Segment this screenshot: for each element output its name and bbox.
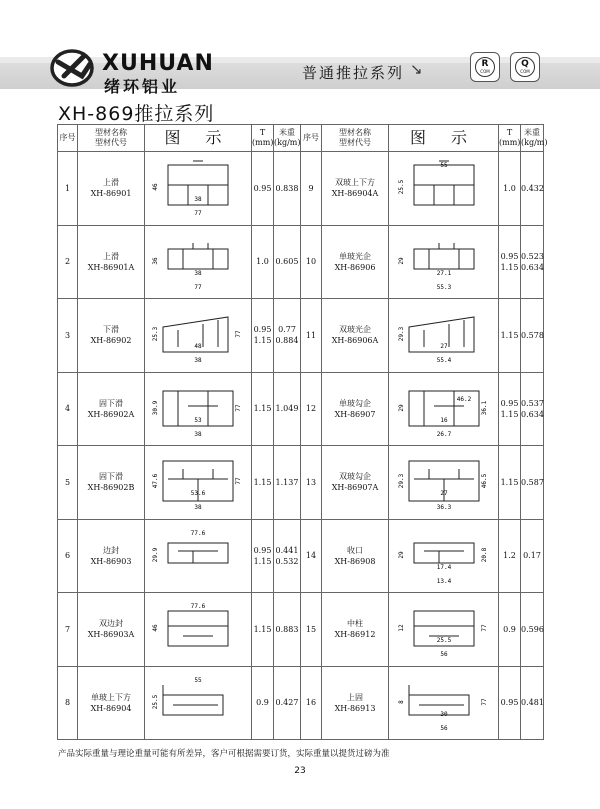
weight-value: 0.537 <box>521 398 544 408</box>
weight-cell <box>274 666 301 740</box>
weight-cell <box>274 299 301 373</box>
thickness-cell <box>499 225 521 299</box>
brand-name-en: XUHUAN <box>102 51 214 76</box>
footer-note: 产品实际重量与理论重量可能有所差异，客户可根据需要订货，实际重量以提货过磅为准 <box>58 749 390 759</box>
header-thickness: T (mm) <box>499 125 521 152</box>
dimension-label: 77.6 <box>190 603 206 611</box>
thickness-value: 0.95 <box>253 183 272 193</box>
weight-cell <box>521 225 544 299</box>
profile-path <box>414 243 474 269</box>
dimension-label: 46.5 <box>480 474 488 489</box>
profile-path <box>409 685 469 715</box>
profile-figure-cell <box>389 152 499 226</box>
thickness-cell <box>252 446 274 520</box>
brand-name-cn: 绪环铝业 <box>104 77 181 96</box>
profile-name-cell <box>322 225 389 299</box>
profile-figure-cell <box>145 299 252 373</box>
dimension-label: 29 <box>397 404 405 412</box>
table-row <box>58 225 544 299</box>
thickness-cell <box>252 152 274 226</box>
dimension-label: 38 <box>194 269 202 277</box>
weight-cell <box>521 519 544 593</box>
profile-name-cell <box>322 593 389 667</box>
table-row <box>58 446 544 520</box>
header-figure: 图 示 <box>389 125 499 152</box>
dimension-label: 55 <box>194 676 202 684</box>
weight-cell <box>274 372 301 446</box>
profile-code: XH-86913 <box>334 703 376 713</box>
xuhuan-logo-icon <box>50 42 98 90</box>
thickness-cell <box>252 225 274 299</box>
profile-figure-cell <box>389 225 499 299</box>
profile-figure-cell <box>145 593 252 667</box>
profile-name: 双玻光企 <box>339 325 371 335</box>
thickness-value: 0.95 <box>253 325 272 335</box>
profile-figure-cell <box>389 666 499 740</box>
weight-value: 0.578 <box>521 330 544 340</box>
profile-drawing <box>148 449 248 515</box>
header-figure: 图 示 <box>145 125 252 152</box>
thickness-value: 1.15 <box>253 336 272 346</box>
dimension-label: 13.4 <box>436 577 451 585</box>
thickness-value: 1.15 <box>500 262 519 272</box>
thickness-cell <box>499 446 521 520</box>
row-number: 14 <box>301 519 322 593</box>
thickness-cell <box>499 519 521 593</box>
thickness-value: 1.15 <box>500 477 519 487</box>
dimension-label: 27 <box>439 490 448 498</box>
dimension-label: 17.4 <box>436 563 451 571</box>
profile-figure-cell <box>145 446 252 520</box>
profile-name-cell <box>78 299 145 373</box>
profile-code: XH-86904A <box>331 189 379 199</box>
dimension-label: 55.3 <box>436 283 451 291</box>
thickness-value: 1.15 <box>253 624 272 634</box>
profile-code: XH-86902A <box>87 409 135 419</box>
profile-name-cell <box>78 446 145 520</box>
page-title: XH-869推拉系列 <box>58 103 215 125</box>
row-number: 10 <box>301 225 322 299</box>
dimension-label: 38 <box>194 504 202 512</box>
profile-name: 双玻勾企 <box>339 472 371 482</box>
profile-outline <box>414 243 474 269</box>
profile-name-cell <box>78 593 145 667</box>
profile-figure-cell <box>389 446 499 520</box>
profile-figure-cell <box>145 666 252 740</box>
profile-code: XH-86907A <box>331 483 379 493</box>
cert-r-badge <box>470 52 500 82</box>
dimension-label: 29 <box>397 257 405 265</box>
dimension-label: 25.5 <box>152 694 159 709</box>
profile-outline <box>168 611 228 646</box>
profile-figure-cell <box>145 519 252 593</box>
row-number: 12 <box>301 372 322 446</box>
page-header <box>0 0 600 96</box>
thickness-value: 0.95 <box>500 251 519 261</box>
dimension-label: 25.5 <box>397 180 405 195</box>
dimension-label: 30.9 <box>152 400 159 415</box>
weight-value: 0.441 <box>275 545 299 555</box>
profile-code: XH-86903A <box>87 630 135 640</box>
table-row <box>58 372 544 446</box>
table-row <box>58 299 544 373</box>
profile-name-cell <box>322 666 389 740</box>
dimension-label: 46 <box>152 183 159 191</box>
profile-drawing <box>148 376 248 442</box>
profile-figure-cell <box>389 519 499 593</box>
profile-figure-cell <box>145 152 252 226</box>
thickness-value: 0.95 <box>253 545 272 555</box>
profile-name-cell <box>78 152 145 226</box>
weight-value: 0.587 <box>521 477 544 487</box>
profile-path <box>414 543 474 563</box>
profile-drawing <box>394 596 494 662</box>
profile-name: 中柱 <box>347 619 363 629</box>
profile-figure-cell <box>389 299 499 373</box>
dimension-label: 38 <box>194 430 202 438</box>
row-number: 8 <box>58 666 78 740</box>
profile-code: XH-86901 <box>90 189 132 199</box>
dimension-label: 55.4 <box>436 357 451 365</box>
weight-cell <box>521 372 544 446</box>
table-row <box>58 593 544 667</box>
thickness-cell <box>252 372 274 446</box>
profile-drawing <box>394 302 494 368</box>
profile-name-cell <box>78 372 145 446</box>
weight-cell <box>521 666 544 740</box>
profile-code: XH-86907 <box>334 409 376 419</box>
profile-name-cell <box>322 519 389 593</box>
profile-name: 单玻勾企 <box>339 398 371 408</box>
thickness-value: 1.15 <box>253 556 272 566</box>
profile-name-cell <box>322 152 389 226</box>
profile-outline <box>409 685 469 715</box>
profile-name-cell <box>78 519 145 593</box>
row-number: 11 <box>301 299 322 373</box>
dimension-label: 53 <box>194 416 202 424</box>
weight-cell <box>521 152 544 226</box>
weight-value: 1.137 <box>275 477 299 487</box>
header-weight: 米重 (kg/m) <box>274 125 301 152</box>
weight-value: 0.634 <box>521 262 544 272</box>
thickness-value: 1.0 <box>256 257 269 267</box>
profile-code: XH-86902B <box>87 483 135 493</box>
dimension-label: 77 <box>235 404 242 412</box>
header-thickness: T (mm) <box>252 125 274 152</box>
row-number: 3 <box>58 299 78 373</box>
profile-name: 上滑 <box>103 178 119 188</box>
header-name: 型材名称 型材代号 <box>322 125 389 152</box>
dimension-label: 46.2 <box>456 395 471 403</box>
profile-outline <box>163 685 223 715</box>
profile-name: 单玻上下方 <box>91 692 131 702</box>
thickness-value: 1.2 <box>503 551 516 561</box>
thickness-value: 1.15 <box>253 404 272 414</box>
dimension-label: 48 <box>194 343 202 351</box>
dimension-label: 77 <box>194 283 202 291</box>
weight-value: 0.432 <box>521 183 544 193</box>
profile-drawing <box>394 670 494 736</box>
dimension-label: 77 <box>235 477 242 485</box>
quality-mark-icon: Q COM <box>515 57 535 77</box>
dimension-label: 27.1 <box>436 269 451 277</box>
profile-name: 固下滑 <box>99 398 123 408</box>
profile-name: 固下滑 <box>99 472 123 482</box>
dimension-label: 8 <box>397 699 405 704</box>
row-number: 6 <box>58 519 78 593</box>
thickness-value: 1.15 <box>253 477 272 487</box>
profile-spec-table <box>57 124 548 740</box>
profile-figure-cell <box>145 372 252 446</box>
dimension-label: 20.8 <box>480 547 488 562</box>
row-number: 15 <box>301 593 322 667</box>
profile-outline <box>168 543 228 563</box>
profile-figure-cell <box>145 225 252 299</box>
weight-cell <box>521 446 544 520</box>
dimension-label: 36.1 <box>480 400 488 415</box>
weight-value: 0.883 <box>275 624 299 634</box>
header-no: 序号 <box>58 125 78 152</box>
weight-cell <box>521 299 544 373</box>
thickness-value: 0.9 <box>256 698 269 708</box>
registered-mark-icon: R COM <box>475 57 495 77</box>
dimension-label: 26.7 <box>436 430 451 438</box>
profile-code: XH-86904 <box>90 703 132 713</box>
weight-value: 1.049 <box>275 404 299 414</box>
profile-name: 下滑 <box>103 325 119 335</box>
dimension-label: 77 <box>194 210 202 218</box>
profile-name-cell <box>78 225 145 299</box>
header-no: 序号 <box>301 125 322 152</box>
profile-name-cell <box>322 372 389 446</box>
dimension-label: 56 <box>439 724 448 732</box>
dimension-label: 77 <box>235 330 242 338</box>
profile-code: XH-86906A <box>331 336 379 346</box>
profile-code: XH-86908 <box>334 556 376 566</box>
thickness-value: 0.9 <box>503 624 516 634</box>
profile-path <box>168 611 228 646</box>
weight-value: 0.427 <box>275 698 299 708</box>
series-title: 普通推拉系列 <box>302 64 405 82</box>
weight-value: 0.596 <box>521 624 544 634</box>
dimension-label: 77.6 <box>190 529 206 537</box>
profile-code: XH-86906 <box>334 262 376 272</box>
dimension-label: 53.6 <box>190 490 206 498</box>
weight-cell <box>521 593 544 667</box>
weight-value: 0.634 <box>521 409 544 419</box>
dimension-label: 27 <box>439 343 448 351</box>
dimension-label: 36 <box>152 257 159 265</box>
profile-drawing <box>394 229 494 295</box>
dimension-label: 29.3 <box>397 327 405 342</box>
profile-drawing <box>394 155 494 221</box>
table-row <box>58 152 544 226</box>
dimension-label: 16 <box>439 416 448 424</box>
row-number: 13 <box>301 446 322 520</box>
thickness-cell <box>499 299 521 373</box>
weight-value: 0.77 <box>278 325 296 335</box>
thickness-cell <box>499 372 521 446</box>
profile-drawing <box>148 596 248 662</box>
thickness-value: 1.15 <box>500 330 519 340</box>
weight-value: 0.481 <box>521 698 544 708</box>
profile-code: XH-86901A <box>87 262 135 272</box>
profile-path <box>168 243 228 269</box>
row-number: 4 <box>58 372 78 446</box>
profile-path <box>163 685 223 715</box>
weight-value: 0.838 <box>275 183 299 193</box>
profile-path <box>168 543 228 563</box>
profile-name: 单玻光企 <box>339 251 371 261</box>
thickness-cell <box>252 593 274 667</box>
profile-code: XH-86902 <box>90 336 132 346</box>
profile-name: 边封 <box>103 545 119 555</box>
dimension-label: 77 <box>480 624 488 632</box>
profile-name: 双边封 <box>99 619 123 629</box>
header-weight: 米重 (kg/m) <box>521 125 544 152</box>
profile-code: XH-86912 <box>334 630 376 640</box>
profile-outline <box>414 543 474 563</box>
row-number: 9 <box>301 152 322 226</box>
profile-drawing <box>148 155 248 221</box>
thickness-value: 0.95 <box>500 398 519 408</box>
profile-drawing <box>394 523 494 589</box>
thickness-cell <box>499 593 521 667</box>
weight-cell <box>274 152 301 226</box>
row-number: 1 <box>58 152 78 226</box>
dimension-label: 77 <box>480 698 488 706</box>
weight-value: 0.532 <box>275 556 299 566</box>
thickness-value: 1.0 <box>503 183 516 193</box>
arrow-icon: ↘ <box>410 60 423 78</box>
weight-cell <box>274 593 301 667</box>
table-header-row <box>58 125 544 152</box>
dimension-label: 38 <box>194 357 202 365</box>
page-number: 23 <box>294 766 306 776</box>
dimension-label: 38 <box>194 196 202 204</box>
dimension-label: 55 <box>439 162 448 170</box>
weight-value: 0.17 <box>523 551 541 561</box>
thickness-value: 0.95 <box>500 698 519 708</box>
profile-name-cell <box>78 666 145 740</box>
profile-name-cell <box>322 299 389 373</box>
dimension-label: 56 <box>439 651 448 659</box>
dimension-label: 30 <box>439 710 448 718</box>
row-number: 16 <box>301 666 322 740</box>
dimension-label: 36.3 <box>436 504 451 512</box>
profile-outline <box>168 243 228 269</box>
dimension-label: 25.5 <box>436 637 451 645</box>
dimension-label: 29 <box>397 551 405 559</box>
thickness-cell <box>499 152 521 226</box>
row-number: 5 <box>58 446 78 520</box>
weight-value: 0.523 <box>521 251 544 261</box>
profile-drawing <box>148 670 248 736</box>
row-number: 2 <box>58 225 78 299</box>
thickness-cell <box>252 299 274 373</box>
thickness-value: 1.15 <box>500 409 519 419</box>
profile-drawing <box>394 376 494 442</box>
dimension-label: 12 <box>397 624 405 632</box>
thickness-cell <box>499 666 521 740</box>
profile-name: 上固 <box>347 692 363 702</box>
profile-name: 收口 <box>347 545 363 555</box>
profile-name: 上滑 <box>103 251 119 261</box>
profile-drawing <box>148 229 248 295</box>
thickness-cell <box>252 519 274 593</box>
dimension-label: 46 <box>152 624 159 632</box>
weight-cell <box>274 519 301 593</box>
profile-figure-cell <box>389 593 499 667</box>
thickness-cell <box>252 666 274 740</box>
dimension-label: 29.3 <box>397 474 405 489</box>
weight-value: 0.884 <box>275 336 299 346</box>
profile-drawing <box>148 523 248 589</box>
profile-name: 双玻上下方 <box>335 178 375 188</box>
weight-value: 0.605 <box>275 257 299 267</box>
profile-name-cell <box>322 446 389 520</box>
table-row <box>58 666 544 740</box>
weight-cell <box>274 225 301 299</box>
header-name: 型材名称 型材代号 <box>78 125 145 152</box>
profile-drawing <box>394 449 494 515</box>
profile-code: XH-86903 <box>90 556 132 566</box>
dimension-label: 47.6 <box>152 474 159 489</box>
cert-q-badge <box>510 52 540 82</box>
profile-figure-cell <box>389 372 499 446</box>
dimension-label: 29.9 <box>152 547 159 562</box>
row-number: 7 <box>58 593 78 667</box>
dimension-label: 25.3 <box>152 327 159 342</box>
weight-cell <box>274 446 301 520</box>
table-row <box>58 519 544 593</box>
profile-drawing <box>148 302 248 368</box>
